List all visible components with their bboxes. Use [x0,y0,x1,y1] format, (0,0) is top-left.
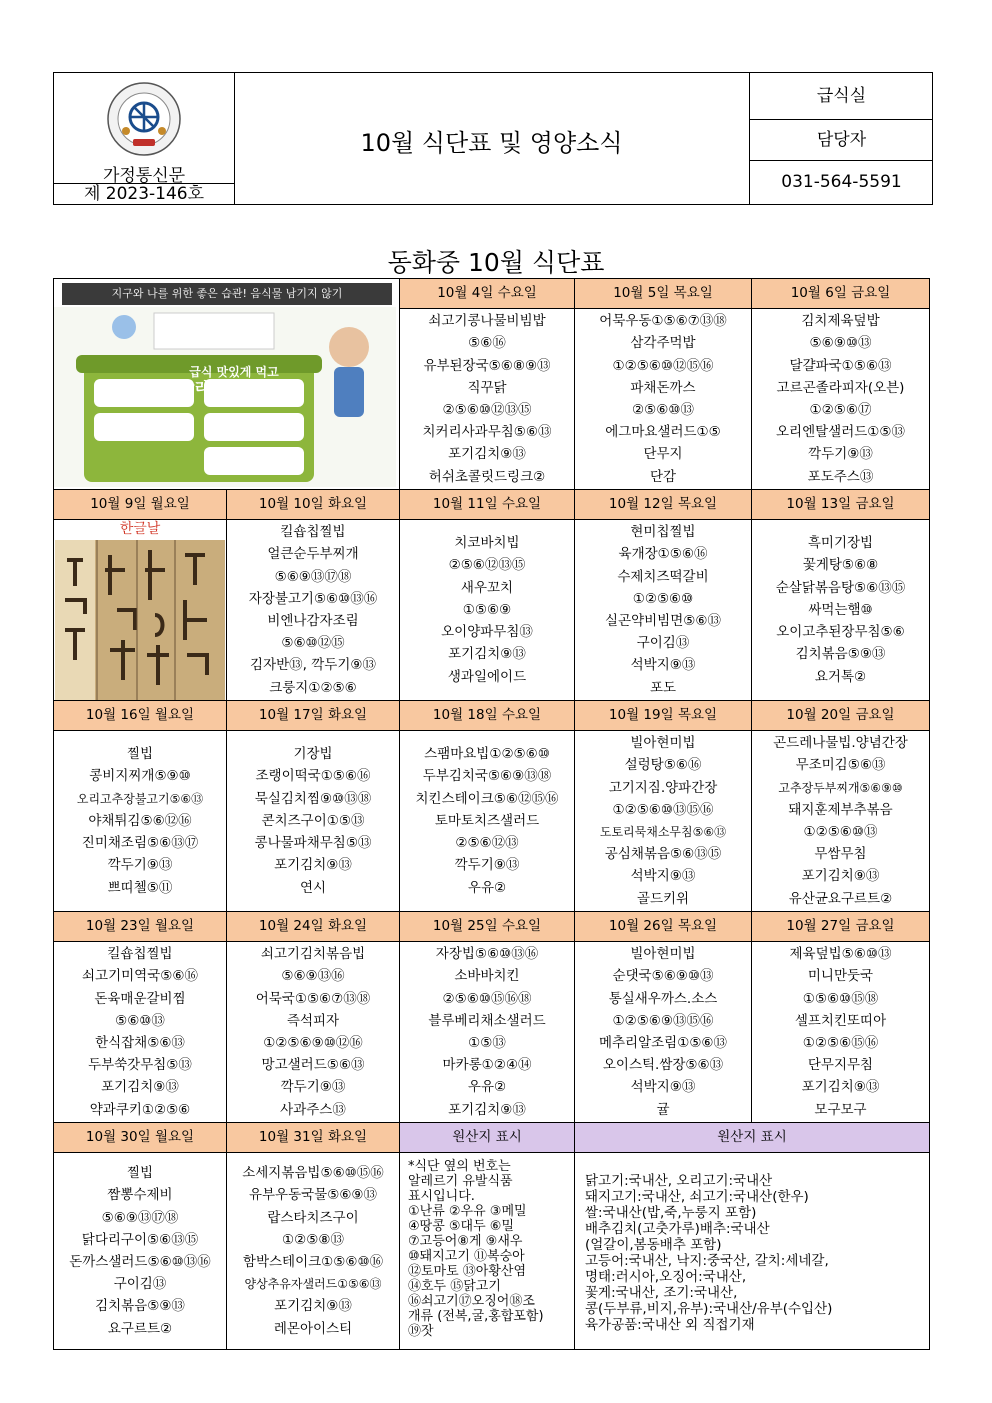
menu-item: 마카롱①②④⑭ [442,1057,532,1074]
menu-item: 토마토치즈샐러드 [434,812,540,829]
menu-item: 깍두기⑨⑬ [808,446,873,463]
header-box [53,72,933,205]
menu-item: 치커리사과무침⑤⑥⑬ [422,424,552,441]
holiday-label: 한글날 [119,521,161,537]
banner-main: 환경 살리는 5가지 방법 [145,379,303,397]
food-waste-banner [54,279,396,489]
banner-subtitle: 급식 맛있게 먹고 [189,365,279,379]
origin-info [575,1153,930,1350]
menu-item: 포도 [649,679,677,696]
menu-item: 비엔나감자조림 [267,613,359,629]
menu-item: 메추리알조림①⑤⑥⑬ [598,1035,728,1051]
menu-item: 쇠고기미역국⑤⑥⑯ [82,968,198,985]
menu-item: 실곤약비빔면⑤⑥⑬ [605,613,721,629]
origin-line: 닭고기:국내산, 오리고기:국내산 [585,1173,773,1189]
menu-item: 콩비지찌개⑤⑨⑩ [89,768,191,785]
menu-item: 김치볶음⑤⑨⑬ [795,646,886,663]
day-header: 10월 12일 목요일 [575,490,752,520]
day-header: 10월 24일 화요일 [227,912,400,942]
menu-item: 닭다리구이⑤⑥⑬⑮ [81,1231,199,1248]
menu-item: 유부된장국⑤⑥⑧⑨⑬ [423,357,551,374]
menu-item: 두부쑥갓무침⑤⑬ [88,1057,192,1074]
menu-item: 치코바치빕 [454,535,520,552]
menu-item: 쁘띠첼⑤⑪ [107,879,173,896]
menu-item: 설렁탕⑤⑥⑯ [624,757,702,774]
menu-item: 새우꼬치 [460,579,514,596]
menu-cell [575,731,752,912]
menu-item: 기장빕 [293,746,333,763]
allergy-line: ⑫토마토 ⑬아황산염 [408,1264,527,1279]
day-header: 10월 5일 목요일 [575,279,752,309]
menu-item: 자장불고기⑤⑥⑩⑬⑯ [248,590,378,607]
menu-item: 약과쿠키①②⑤⑥ [89,1101,191,1118]
day-header: 10월 19일 목요일 [575,701,752,731]
menu-item: ①②⑤⑥⑨⑩⑫⑯ [263,1035,363,1051]
menu-item: ①②⑤⑥⑮⑯ [802,1035,879,1051]
menu-table [53,278,930,1350]
menu-item: 석박지⑨⑬ [630,1079,696,1096]
menu-item: 짬뽕수제비 [107,1187,173,1204]
header-left-cell [54,73,235,204]
menu-item: 곤드레나물빕.양념간장 [773,735,908,752]
menu-item: ②⑤⑥⑩⑮⑯⑱ [442,990,532,1007]
menu-item: 제육덮빕⑤⑥⑩⑬ [789,946,892,963]
menu-item: 치킨스테이크⑤⑥⑫⑮⑯ [415,790,559,807]
menu-item: 싸먹는햄⑩ [808,601,873,618]
menu-item: 통실새우까스.소스 [608,990,718,1007]
menu-item: ②⑤⑥⑫⑬ [455,835,519,852]
menu-item: ⑤⑥⑨⑩⑬ [809,335,872,352]
menu-item: 양상추유자샐러드①⑤⑥⑬ [244,1277,382,1292]
day-header: 10월 17일 화요일 [227,701,400,731]
menu-item: ⑤⑥⑨⑬⑯ [281,968,345,985]
menu-cell [752,731,930,912]
phone-number: 031-564-5591 [781,172,902,192]
menu-item: 육개장①⑤⑥⑯ [618,546,708,563]
menu-item: 오리엔탈샐러드①⑤⑬ [776,424,905,441]
menu-item: 포기김치⑨⑬ [101,1079,179,1096]
day-header: 10월 31일 화요일 [227,1123,400,1153]
menu-item: 고기지짐.양파간장 [608,779,718,796]
menu-item: 두부김치국⑤⑥⑨⑬⑱ [422,768,552,785]
menu-item: 포기김치⑨⑬ [274,1298,352,1315]
menu-cell [752,942,930,1123]
day-header: 10월 9일 월요일 [54,490,227,520]
menu-item: 한식잡채⑤⑥⑬ [95,1035,185,1051]
menu-cell [752,309,930,490]
menu-item: 소바바치킨 [454,968,520,985]
menu-cell [54,942,227,1123]
menu-item: 무조미김⑤⑥⑬ [795,757,886,774]
menu-item: 크룽지①②⑤⑥ [269,679,357,696]
menu-item: 오리고추장불고기⑤⑥⑬ [76,791,204,806]
allergy-line: ④땅콩 ⑤대두 ⑥밀 [408,1219,515,1234]
day-header: 10월 30일 월요일 [54,1123,227,1153]
day-header: 10월 10일 화요일 [227,490,400,520]
menu-cell [54,1153,227,1350]
issue-number: 제 2023-146호 [54,183,234,205]
menu-item: 직꾸닭 [467,379,507,396]
menu-item: ②⑤⑥⑫⑬⑮ [448,557,526,574]
banner-headline: 지구와 나를 위한 좋은 습관! 음식물 남기지 않기 [62,283,392,305]
menu-item: 어묵우동①⑤⑥⑦⑬⑱ [599,313,727,330]
menu-item: 랍스타치즈구이 [267,1209,359,1226]
department: 급식실 [750,73,933,120]
menu-cell [575,520,752,701]
menu-cell [400,731,575,912]
menu-cell [752,520,930,701]
document-title: 10월 식단표 및 영양소식 [360,129,623,157]
allergy-line: ⑭호두 ⑮닭고기 [408,1279,501,1294]
menu-cell [227,1153,400,1350]
menu-item: 자장빕⑤⑥⑩⑬⑯ [435,946,539,963]
banner-cell [54,279,400,490]
menu-item: 돈까스샐러드⑤⑥⑩⑬⑯ [69,1254,211,1270]
allergy-header: 원산지 표시 [400,1123,575,1153]
allergy-line: ⑯쇠고기⑰오징어⑱조 [408,1294,535,1309]
day-header: 10월 26일 목요일 [575,912,752,942]
menu-item: 셀프치킨또띠아 [794,1012,887,1029]
menu-item: 미니만둣국 [807,968,874,985]
allergy-line: ⑦고등어⑧게 ⑨새우 [408,1234,523,1249]
menu-item: 진미채조림⑤⑥⑬⑰ [81,835,199,852]
menu-item: 단감 [649,468,677,485]
menu-item: 달걀파국①⑤⑥⑬ [789,357,892,374]
menu-item: ⑤⑥⑨⑬⑰⑱ [274,568,352,585]
allergy-line: ①난류 ②우유 ③메밀 [408,1204,527,1219]
menu-item: 포도주스⑬ [807,468,874,485]
menu-item: 포기김치⑨⑬ [448,1101,526,1118]
menu-item: ⑤⑥⑯ [468,335,506,352]
hangul-manuscript-icon [55,540,225,700]
menu-item: 블루베리채소샐러드 [428,1012,546,1029]
menu-item: 허쉬초콜릿드링크② [428,468,546,485]
menu-item: ⑤⑥⑨⑬⑰⑱ [101,1209,179,1226]
menu-item: 고추장두부찌개⑤⑥⑨⑩ [778,780,903,795]
menu-item: ②⑤⑥⑩⑬ [632,402,694,418]
menu-item: 유산균요구르트② [788,890,893,907]
origin-line: 고등어:국내산, 낙지:중국산, 갈치:세네갈, [585,1253,829,1269]
header-right-cell [749,73,933,204]
menu-item: 요구르트② [107,1320,173,1337]
menu-item: 구이김⑬ [636,635,690,652]
menu-item: ①⑤⑥⑩⑮⑱ [802,990,879,1007]
allergy-line: 표시입니다. [408,1189,475,1204]
menu-item: 빌아현미빕 [630,946,696,963]
day-header: 10월 11일 수요일 [400,490,575,520]
menu-item: 수제치즈떡갈비 [617,568,709,585]
origin-line: 배추김치(고춧가루)배추:국내산 [585,1221,770,1237]
menu-item: 요거톡② [814,668,867,685]
menu-item: 오이고추된장무침⑤⑥ [776,624,905,641]
school-logo-icon [106,81,182,157]
menu-item: 김자반⑬, 깍두기⑨⑬ [250,657,376,674]
menu-item: 김치제육덮밥 [801,313,880,330]
menu-cell [575,309,752,490]
day-header: 10월 18일 수요일 [400,701,575,731]
origin-line: 꽃게:국내산, 조기:국내산, [585,1285,738,1301]
day-header: 10월 16일 월요일 [54,701,227,731]
menu-item: 찔빕 [126,746,154,763]
menu-item: 모구모구 [814,1101,867,1118]
menu-item: 깍두기⑨⑬ [454,857,520,874]
menu-item: 포기김치⑨⑬ [801,868,880,885]
menu-item: 킬숍칩찔빕 [280,524,346,541]
menu-item: 쇠고기김치볶음빕 [260,946,366,963]
menu-cell [54,731,227,912]
menu-item: 깍두기⑨⑬ [280,1079,346,1096]
origin-line: 쌀:국내산(밥,죽,누룽지 포함) [585,1205,757,1221]
menu-item: 귤 [656,1101,670,1118]
menu-item: 포기김치⑨⑬ [448,646,526,663]
menu-item: 유부우동국물⑤⑥⑨⑬ [248,1187,378,1204]
menu-item: 에그마요샐러드①⑤ [605,424,721,441]
menu-item: ①②⑤⑧⑬ [282,1231,344,1248]
menu-item: 소세지볶음빕⑤⑥⑩⑮⑯ [242,1165,384,1182]
menu-item: 공심채볶음⑤⑥⑬⑮ [604,846,722,863]
menu-item: 구이김⑬ [113,1276,167,1293]
menu-item: 망고샐러드⑤⑥⑬ [261,1057,365,1074]
menu-cell [400,942,575,1123]
menu-item: 조랭이떡국①⑤⑥⑯ [255,768,371,785]
menu-item: 빌아현미빕 [630,735,696,752]
menu-item: 스팸마요빕①②⑤⑥⑩ [424,746,550,763]
menu-item: 현미칩찔빕 [630,524,696,541]
menu-item: 도토리묵채소무침⑤⑥⑬ [599,825,727,839]
menu-item: ①②⑤⑥⑨⑬⑮⑯ [612,1012,714,1029]
menu-item: 파채돈까스 [630,379,696,396]
menu-item: ①②⑤⑥⑩⑫⑮⑯ [612,357,714,374]
menu-item: 포기김치⑨⑬ [801,1079,880,1096]
menu-cell [227,942,400,1123]
menu-item: 오이양파무침⑬ [441,624,533,641]
menu-item: 돈육매운갈비찜 [94,990,186,1007]
menu-item: ①②⑤⑥⑩ [632,590,694,607]
menu-item: 연시 [299,879,327,896]
day-header: 10월 13일 금요일 [752,490,930,520]
newsletter-label: 가정통신문 [102,166,186,186]
origin-line: 육가공품:국내산 외 직접기재 [585,1317,755,1333]
menu-cell [227,520,400,701]
menu-item: ①②⑤⑥⑰ [809,402,872,418]
menu-item: 김치볶음⑤⑨⑬ [95,1298,185,1315]
menu-item: ①⑤⑬ [468,1035,506,1051]
day-header: 10월 6일 금요일 [752,279,930,309]
menu-item: ①⑤⑥⑨ [462,601,512,618]
menu-item: ①②⑤⑥⑩⑬⑮⑯ [612,801,714,818]
menu-item: 순댓국⑤⑥⑨⑩⑬ [612,968,714,985]
menu-item: 우유② [467,879,507,896]
holiday-cell [54,520,227,701]
origin-line: 명태:러시아,오징어:국내산, [585,1269,747,1285]
contact-label: 담당자 [750,120,933,161]
menu-item: 순살닭볶음탕⑤⑥⑬⑮ [775,579,906,596]
menu-cell [575,942,752,1123]
menu-cell [227,731,400,912]
menu-item: 석박지⑨⑬ [630,868,696,885]
origin-line: (얼갈이,봄동배추 포함) [585,1237,722,1253]
origin-line: 콩(두부류,비지,유부):국내산/유부(수입산) [585,1301,833,1317]
menu-cell [400,309,575,490]
menu-item: 석박지⑨⑬ [630,657,696,674]
menu-item: 포기김치⑨⑬ [274,857,352,874]
menu-item: ②⑤⑥⑩⑫⑬⑮ [442,402,532,418]
menu-item: 우유② [467,1079,507,1096]
menu-item: 콘치즈구이①⑤⑬ [261,812,365,829]
menu-item: 골드키위 [636,890,690,907]
menu-item: 쇠고기콩나물비빔밥 [428,313,546,330]
menu-item: 함박스테이크①⑤⑥⑩⑯ [242,1254,384,1270]
origin-line: 돼지고기:국내산, 쇠고기:국내산(한우) [585,1189,809,1205]
menu-item: 묵실김치찜⑨⑩⑬⑱ [254,790,372,807]
menu-item: 오이스틱.쌈장⑤⑥⑬ [602,1057,724,1074]
day-header: 10월 4일 수요일 [400,279,575,309]
menu-item: 단무지 [643,446,683,463]
menu-item: 즉석피자 [286,1012,340,1029]
menu-item: 꽃게탕⑤⑥⑧ [802,557,879,574]
menu-item: 얼큰순두부찌개 [267,546,359,563]
menu-item: ⑤⑥⑩⑫⑮ [281,635,345,652]
menu-item: 단무지무침 [807,1057,874,1074]
menu-item: 흑미기장빕 [807,535,874,552]
menu-item: 찔빕 [126,1165,154,1182]
day-header: 10월 20일 금요일 [752,701,930,731]
origin-header: 원산지 표시 [575,1123,930,1153]
allergy-line: ⑩돼지고기 ⑪복숭아 [408,1249,525,1264]
menu-item: 생과일에이드 [447,668,527,685]
allergy-line: 개류 (전복,굴,홍합포함) [408,1309,544,1324]
menu-item: 레몬아이스티 [273,1320,353,1337]
menu-item: 포기김치⑨⑬ [448,446,526,463]
allergy-note [400,1153,575,1350]
menu-item: 야채튀김⑤⑥⑫⑯ [88,812,192,829]
menu-item: 킬숍칩찔빕 [107,946,173,963]
menu-item: 돼지훈제부추볶음 [788,801,893,818]
menu-item: 무쌈무침 [814,846,867,863]
menu-cell [400,520,575,701]
menu-item: 깍두기⑨⑬ [107,857,173,874]
menu-item: 고르곤졸라피자(오븐) [776,379,905,396]
menu-item: ⑤⑥⑩⑬ [115,1012,165,1029]
allergy-line: 알레르기 유발식품 [408,1174,513,1189]
page-title: 동화중 10월 식단표 [387,248,605,277]
menu-item: 어묵국①⑤⑥⑦⑬⑱ [255,990,371,1007]
menu-item: ①②⑤⑥⑩⑬ [803,824,878,840]
day-header: 10월 27일 금요일 [752,912,930,942]
menu-item: 사과주스⑬ [280,1101,346,1118]
allergy-line: *식단 옆의 번호는 [408,1159,511,1174]
day-header: 10월 25일 수요일 [400,912,575,942]
allergy-line: ⑲잣 [408,1324,434,1339]
menu-item: 콩나물파채무침⑤⑬ [254,835,372,852]
day-header: 10월 23일 월요일 [54,912,227,942]
menu-item: 삼각주먹밥 [630,335,696,352]
